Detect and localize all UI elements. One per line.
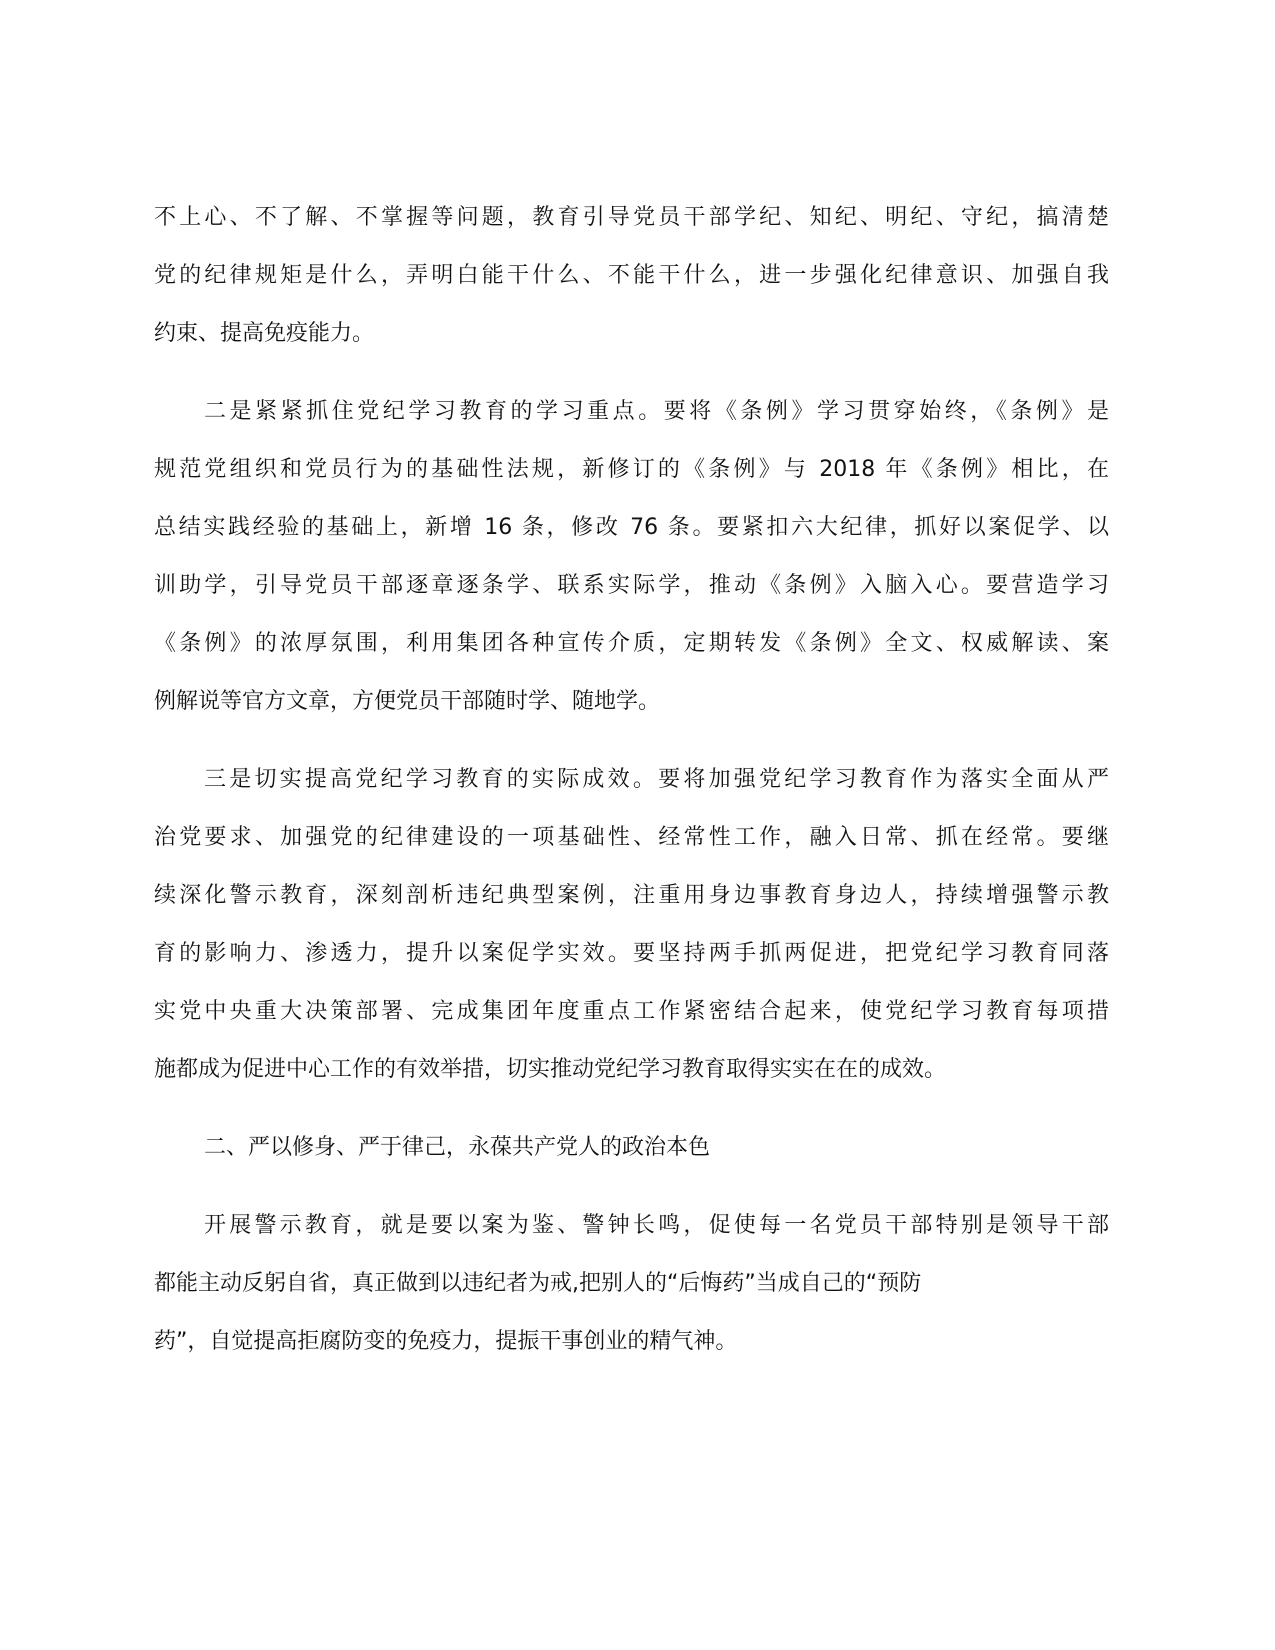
text-line: 治党要求、加强党的纪律建设的一项基础性、经常性工作，融入日常、抓在经常。要继 [154,825,1109,850]
paragraph-warning-education [154,1197,1109,1371]
section-heading [154,1119,1109,1177]
text-line: 三是切实提高党纪学习教育的实际成效。要将加强党纪学习教育作为落实全面从严 [204,767,1109,792]
text-line: 实党中央重大决策部署、完成集团年度重点工作紧密结合起来，使党纪学习教育每项措 [154,999,1109,1024]
paragraph-continuation [154,189,1109,363]
text-line: 二是紧紧抓住党纪学习教育的学习重点。要将《条例》学习贯穿始终，《条例》是 [204,399,1109,424]
paragraph-effectiveness [154,751,1109,1099]
text-line: 不上心、不了解、不掌握等问题，教育引导党员干部学纪、知纪、明纪、守纪，搞清楚 [154,205,1109,230]
heading-line: 二、严以修身、严于律己，永葆共产党人的政治本色 [204,1135,711,1160]
text-line: 开展警示教育，就是要以案为鉴、警钟长鸣，促使每一名党员干部特别是领导干部 [204,1213,1109,1238]
text-line: 总结实践经验的基础上，新增 16 条，修改 76 条。要紧扣六大纪律，抓好以案促学、以 [154,515,1109,540]
paragraph-study-focus [154,383,1109,731]
text-line: 训助学，引导党员干部逐章逐条学、联系实际学，推动《条例》入脑入心。要营造学习 [154,573,1109,598]
document-body [154,189,1109,1371]
text-line: 育的影响力、渗透力，提升以案促学实效。要坚持两手抓两促进，把党纪学习教育同落 [154,941,1109,966]
text-line: 都能主动反躬自省，真正做到以违纪者为戒,把别人的“后悔药”当成自己的“预防 [154,1271,922,1296]
text-line: 约束、提高免疫能力。 [154,321,375,346]
text-line: 药”，自觉提高拒腐防变的免疫力，提振干事创业的精气神。 [154,1329,738,1354]
text-line: 党的纪律规矩是什么，弄明白能干什么、不能干什么，进一步强化纪律意识、加强自我 [154,263,1109,288]
text-line: 规范党组织和党员行为的基础性法规，新修订的《条例》与 2018 年《条例》相比，在 [154,457,1109,482]
text-line: 例解说等官方文章，方便党员干部随时学、随地学。 [154,689,661,714]
text-line: 续深化警示教育，深刻剖析违纪典型案例，注重用身边事教育身边人，持续增强警示教 [154,883,1109,908]
text-line: 施都成为促进中心工作的有效举措，切实推动党纪学习教育取得实实在在的成效。 [154,1057,947,1082]
text-line: 《条例》的浓厚氛围，利用集团各种宣传介质，定期转发《条例》全文、权威解读、案 [154,631,1109,656]
